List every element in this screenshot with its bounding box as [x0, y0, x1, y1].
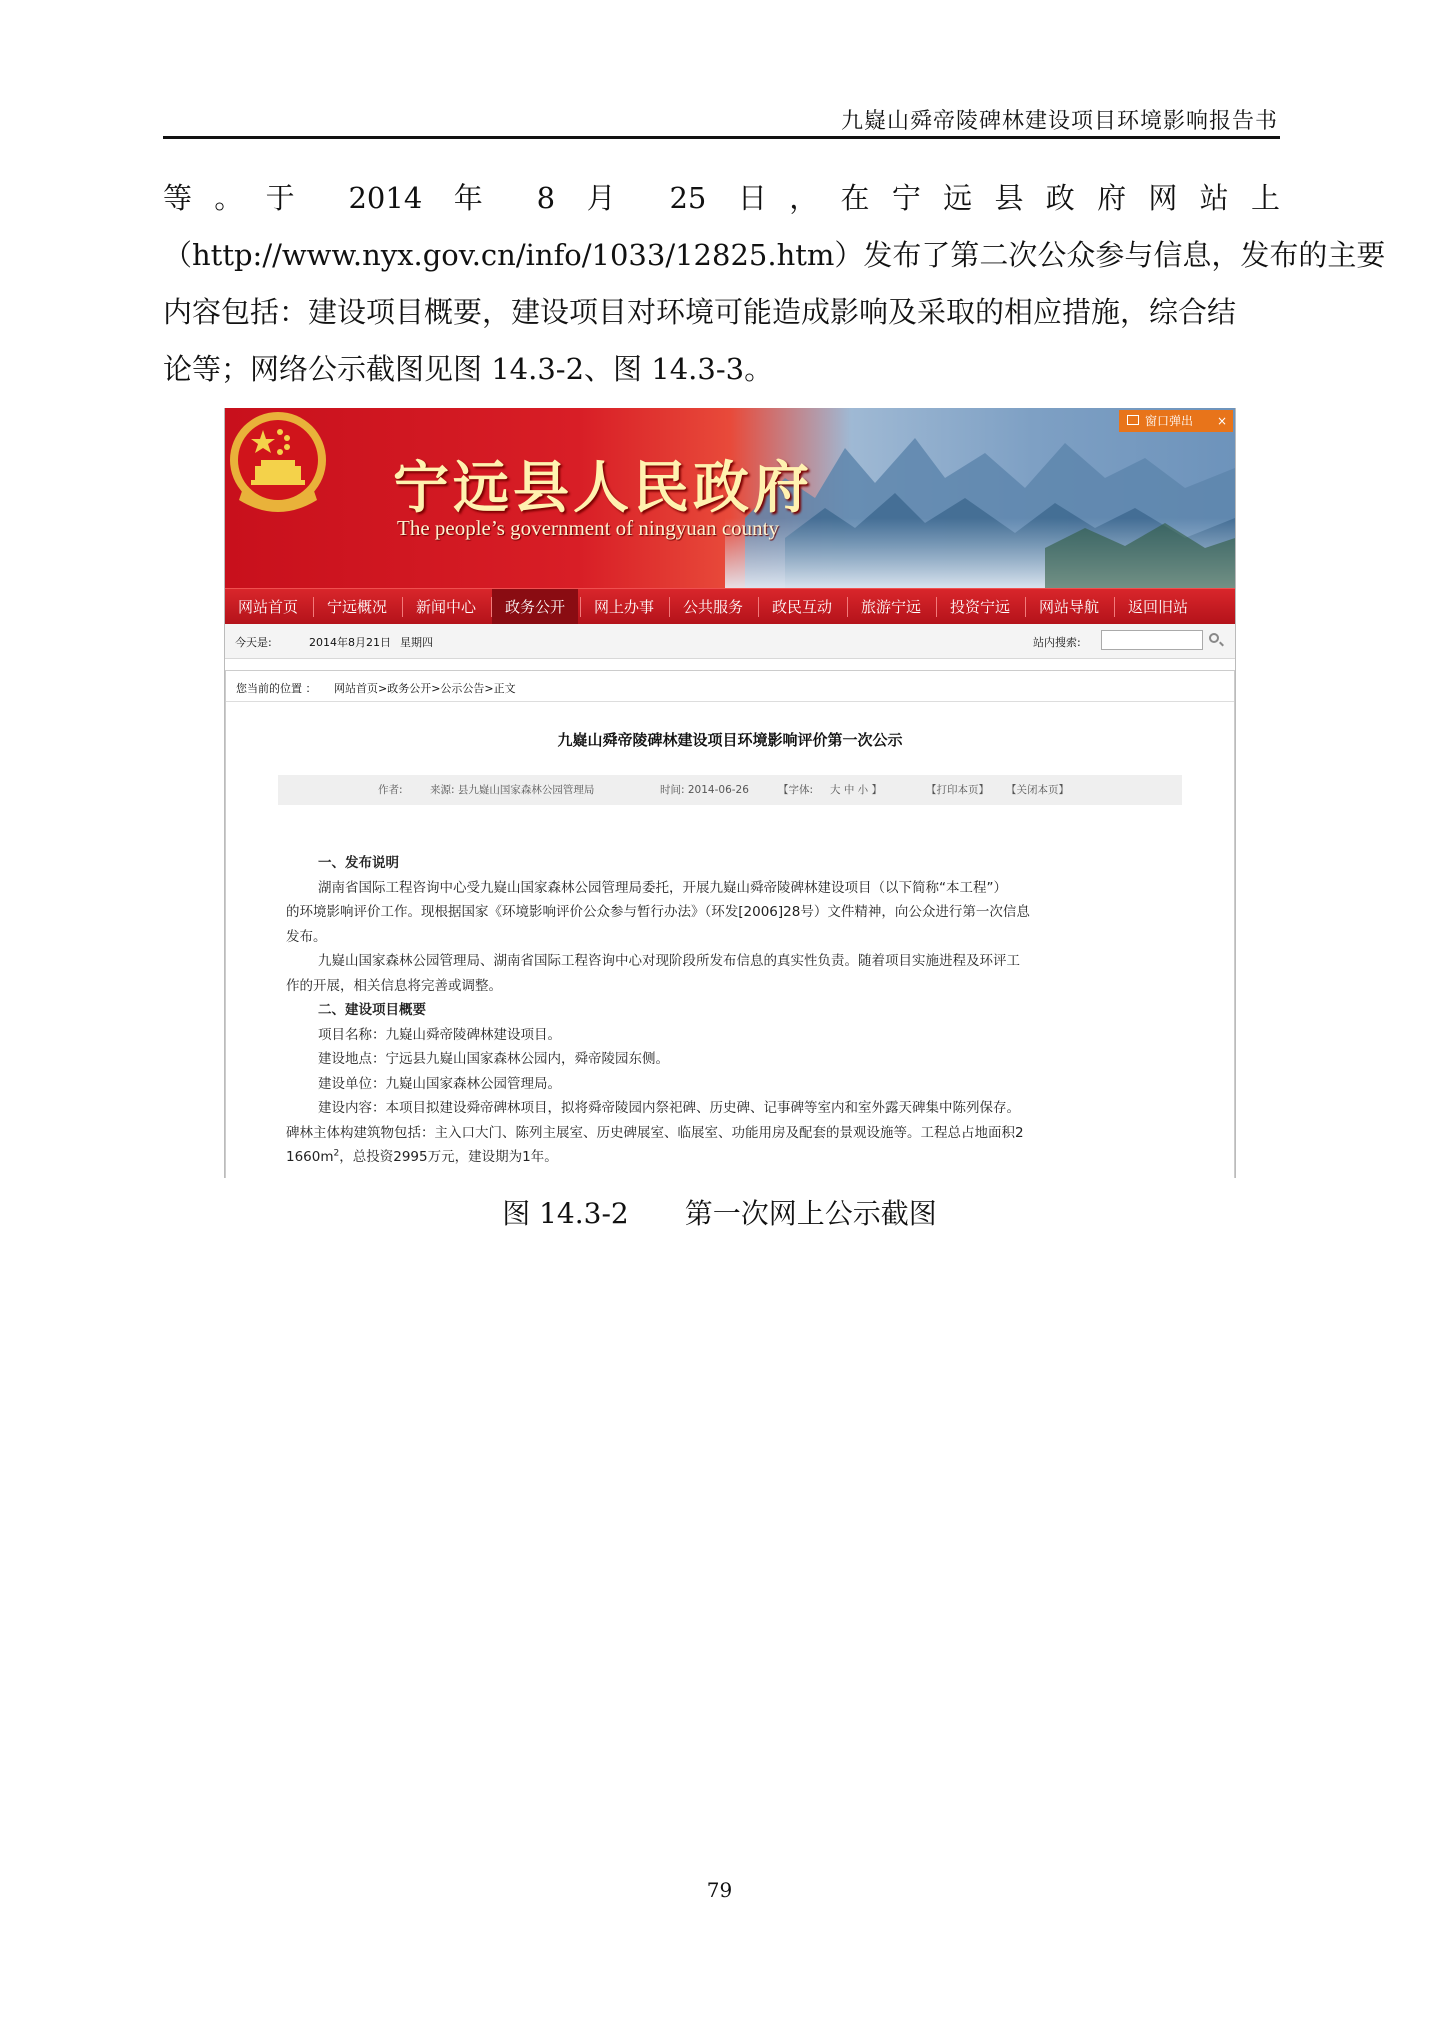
- body-line: [286, 1145, 1166, 1170]
- body-line: 的环境影响评价工作。现根据国家《环境影响评价公众参与暂行办法》（环发[2006]28号）文件精神，向公众进行第一次信息: [286, 904, 1030, 920]
- date-value: 2014年8月21日: [309, 636, 391, 649]
- nav-online-services[interactable]: 网上办事: [593, 598, 654, 616]
- site-subtitle: The people’s government of ningyuan county: [397, 516, 779, 540]
- weekday: 星期四: [400, 636, 433, 649]
- body-line: 建设单位：九嶷山国家森林公园管理局。: [318, 1075, 561, 1092]
- monitor-icon: [1127, 415, 1139, 425]
- article-title: 九嶷山舜帝陵碑林建设项目环境影响评价第一次公示: [557, 731, 903, 749]
- body-line: 湖南省国际工程咨询中心受九嶷山国家森林公园管理局委托，开展九嶷山舜帝陵碑林建设项目（以下简称“本工程”）: [318, 879, 1007, 896]
- nav-interaction[interactable]: 政民互动: [771, 598, 832, 616]
- breadcrumb-path[interactable]: 网站首页>政务公开>公示公告>正文: [334, 682, 516, 695]
- area-unit-exponent: 2: [333, 1148, 340, 1159]
- paragraph-line: 论等；网络公示截图见图 14.3-2、图 14.3-3。: [163, 352, 774, 386]
- figure-caption: [0, 1192, 1439, 1232]
- close-icon[interactable]: ×: [1216, 414, 1227, 428]
- date-search-bar: [225, 624, 1235, 659]
- body-line: 碑林主体构建筑物包括：主入口大门、陈列主展室、历史碑展室、临展室、功能用房及配套的景观设施等。工程总占地面积2: [286, 1124, 1024, 1141]
- figure-number: 图 14.3-2: [502, 1197, 629, 1230]
- nav-overview[interactable]: 宁远概况: [326, 598, 387, 616]
- site-title: 宁远县人民政府: [393, 455, 813, 521]
- article-container: [225, 670, 1235, 1178]
- window-popup-button[interactable]: [1119, 410, 1233, 432]
- paragraph-line: （http://www.nyx.gov.cn/info/1033/12825.htm）发布了第二次公众参与信息，发布的主要: [163, 238, 1386, 272]
- section-heading: 二、建设项目概要: [318, 1002, 426, 1018]
- date-label: 今天是:: [235, 636, 272, 649]
- body-line: 项目名称：九嶷山舜帝陵碑林建设项目。: [318, 1026, 561, 1043]
- search-label: 站内搜索:: [1033, 636, 1081, 649]
- nav-site-map[interactable]: 网站导航: [1038, 598, 1099, 616]
- site-banner: [225, 408, 1235, 588]
- font-size-options[interactable]: 大 中 小 】: [830, 784, 883, 796]
- figure-title: 第一次网上公示截图: [684, 1197, 937, 1230]
- meta-time: 时间: 2014-06-26: [660, 784, 749, 796]
- section-heading: 一、发布说明: [318, 855, 399, 871]
- paragraph-line: 内容包括：建设项目概要，建设项目对环境可能造成影响及采取的相应措施，综合结: [163, 295, 1237, 329]
- article-body: [286, 851, 1166, 1170]
- area-value: 1660m: [286, 1149, 334, 1165]
- body-paragraph: [163, 170, 1386, 398]
- print-link[interactable]: 【打印本页】: [926, 784, 989, 796]
- body-line: 作的开展，相关信息将完善或调整。: [286, 977, 502, 994]
- article-meta: [278, 775, 1182, 805]
- popup-label: 窗口弹出: [1145, 414, 1194, 428]
- document-header-title: 九嶷山舜帝陵碑林建设项目环境影响报告书: [840, 109, 1278, 134]
- page-number: 79: [706, 1878, 733, 1902]
- search-icon[interactable]: [1209, 633, 1219, 643]
- nav-old-site[interactable]: 返回旧站: [1127, 598, 1188, 616]
- national-emblem-icon: [225, 408, 331, 520]
- meta-font-label: 【字体:: [778, 784, 814, 796]
- body-line: 建设内容：本项目拟建设舜帝碑林项目，拟将舜帝陵园内祭祀碑、历史碑、记事碑等室内和室外露天碑集中陈列保存。: [318, 1100, 1020, 1116]
- nav-home[interactable]: 网站首页: [237, 598, 298, 616]
- body-line: 发布。: [286, 928, 327, 945]
- breadcrumb-label: 您当前的位置 ：: [236, 682, 317, 695]
- nav-tourism[interactable]: 旅游宁远: [860, 598, 921, 616]
- search-input[interactable]: [1101, 630, 1203, 650]
- nav-government-affairs[interactable]: 政务公开: [492, 589, 578, 625]
- body-line: 九嶷山国家森林公园管理局、湖南省国际工程咨询中心对现阶段所发布信息的真实性负责。随着项目实施进程及环评工: [318, 953, 1020, 969]
- investment-text: ，总投资2995万元，建设期为1年。: [339, 1149, 558, 1165]
- nav-investment[interactable]: 投资宁远: [949, 598, 1010, 616]
- meta-author: 作者:: [378, 784, 403, 796]
- document-header: [163, 100, 1280, 139]
- paragraph-line: 等。于 2014 年 8 月 25 日，在宁远县政府网站上: [163, 181, 1280, 215]
- main-nav: [225, 588, 1235, 625]
- website-screenshot: [224, 408, 1236, 1178]
- close-page-link[interactable]: 【关闭本页】: [1006, 784, 1069, 796]
- meta-source: 来源: 县九嶷山国家森林公园管理局: [430, 784, 595, 796]
- body-line: 建设地点：宁远县九嶷山国家森林公园内，舜帝陵园东侧。: [318, 1051, 669, 1067]
- nav-news[interactable]: 新闻中心: [415, 598, 476, 616]
- nav-public-services[interactable]: 公共服务: [682, 598, 743, 616]
- breadcrumb: [226, 671, 1234, 702]
